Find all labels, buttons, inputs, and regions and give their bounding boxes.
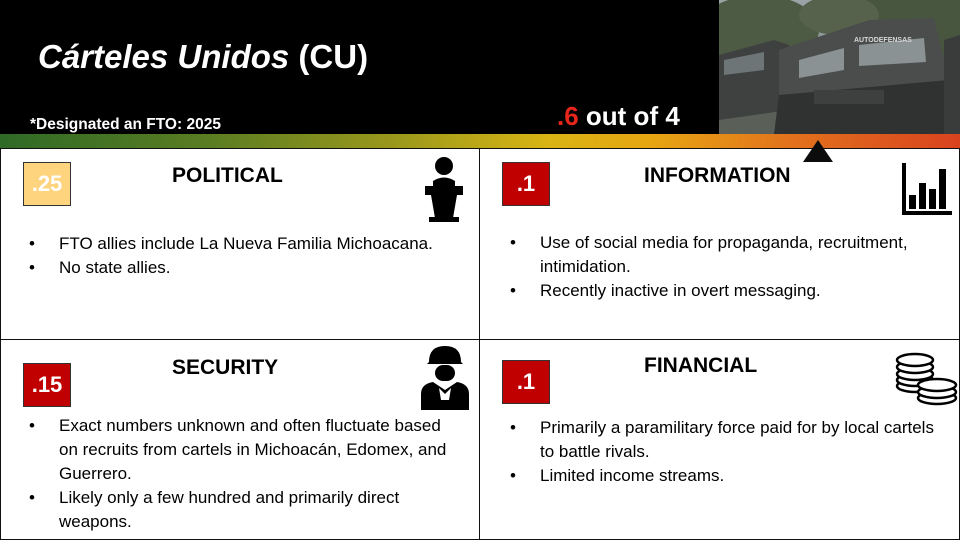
page-title xyxy=(38,38,368,76)
coins-icon xyxy=(893,352,959,411)
security-quadrant xyxy=(0,339,481,540)
score-marker-triangle xyxy=(803,140,833,162)
header-banner xyxy=(0,0,960,134)
title-name: Cárteles Unidos xyxy=(38,38,290,75)
political-score-badge: .25 xyxy=(23,162,71,206)
title-abbrev: (CU) xyxy=(289,38,369,75)
list-item: • FTO allies include La Nueva Familia Michoacana. xyxy=(29,232,449,256)
list-item: • No state allies. xyxy=(29,256,449,280)
fto-designation: *Designated an FTO: 2025 xyxy=(30,116,221,133)
political-title: POLITICAL xyxy=(172,164,283,187)
list-item: • Use of social media for propaganda, recruitment, intimidation. xyxy=(510,231,960,279)
financial-bullets xyxy=(510,416,950,488)
security-score-badge: .15 xyxy=(23,363,71,407)
list-item: • Limited income streams. xyxy=(510,464,950,488)
bar-chart-icon xyxy=(900,163,952,222)
security-bullets xyxy=(29,414,459,534)
political-bullets xyxy=(29,232,449,280)
political-quadrant xyxy=(0,148,481,341)
overall-score-suffix: out of 4 xyxy=(578,101,680,131)
vehicle-lettering: AUTODEFENSAS xyxy=(854,37,912,44)
list-item: • Exact numbers unknown and often fluctuate based on recruits from cartels in Michoacán, Edomex, and Guerrero. xyxy=(29,414,459,486)
overall-score xyxy=(557,101,680,132)
financial-score-badge: .1 xyxy=(502,360,550,404)
information-bullets xyxy=(510,231,960,303)
podium-icon xyxy=(421,155,467,228)
list-item: • Likely only a few hundred and primarily direct weapons. xyxy=(29,486,459,534)
armored-vehicle-photo xyxy=(719,0,960,134)
overall-score-value: .6 xyxy=(557,101,579,131)
financial-title: FINANCIAL xyxy=(644,354,758,377)
financial-quadrant xyxy=(479,339,960,540)
list-item: • Recently inactive in overt messaging. xyxy=(510,279,960,303)
soldier-icon xyxy=(419,344,471,415)
information-score-badge: .1 xyxy=(502,162,550,206)
information-title: INFORMATION xyxy=(644,164,791,187)
security-title: SECURITY xyxy=(172,356,279,379)
list-item: • Primarily a paramilitary force paid for by local cartels to battle rivals. xyxy=(510,416,950,464)
information-quadrant xyxy=(479,148,960,341)
